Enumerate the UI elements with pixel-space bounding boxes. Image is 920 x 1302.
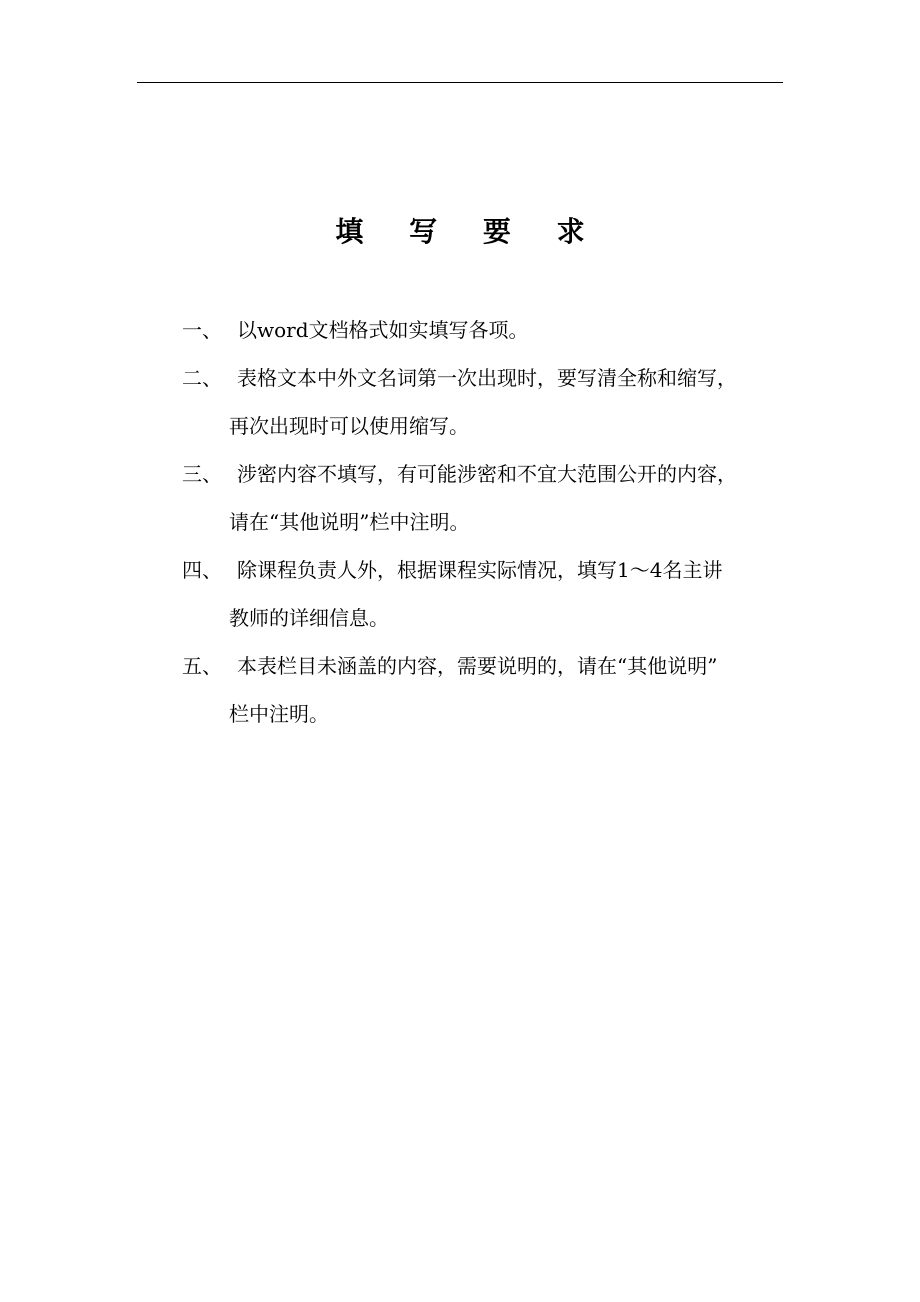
requirement-item-2 xyxy=(182,354,802,450)
item-text xyxy=(229,450,779,546)
item-number: 五、 xyxy=(182,654,222,678)
item-number: 四、 xyxy=(182,558,222,582)
requirement-item-3 xyxy=(182,450,802,546)
item-number: 三、 xyxy=(182,462,222,486)
item-text-line-1: 以word文档格式如实填写各项。 xyxy=(237,318,529,342)
item-text xyxy=(229,546,779,642)
item-text-line-1: 本表栏目未涵盖的内容，需要说明的，请在“其他说明” xyxy=(237,654,718,678)
item-text xyxy=(237,306,779,354)
page-title: 填 写 要 求 xyxy=(335,215,603,248)
requirement-item-1 xyxy=(182,306,802,354)
item-text xyxy=(229,354,779,450)
item-text xyxy=(229,642,779,738)
item-text-line-1: 涉密内容不填写，有可能涉密和不宜大范围公开的内容， xyxy=(237,462,737,486)
item-text-line-2: 栏中注明。 xyxy=(229,702,329,726)
header-rule xyxy=(137,82,783,83)
item-text-line-1: 除课程负责人外，根据课程实际情况，填写1～4名主讲 xyxy=(237,558,723,582)
requirement-item-4 xyxy=(182,546,802,642)
item-text-line-2: 再次出现时可以使用缩写。 xyxy=(229,414,469,438)
requirement-item-5 xyxy=(182,642,802,738)
item-number: 一、 xyxy=(182,318,222,342)
item-text-line-2: 教师的详细信息。 xyxy=(229,606,389,630)
item-number: 二、 xyxy=(182,366,222,390)
item-text-line-1: 表格文本中外文名词第一次出现时，要写清全称和缩写， xyxy=(237,366,737,390)
item-text-line-2: 请在“其他说明”栏中注明。 xyxy=(229,510,470,534)
